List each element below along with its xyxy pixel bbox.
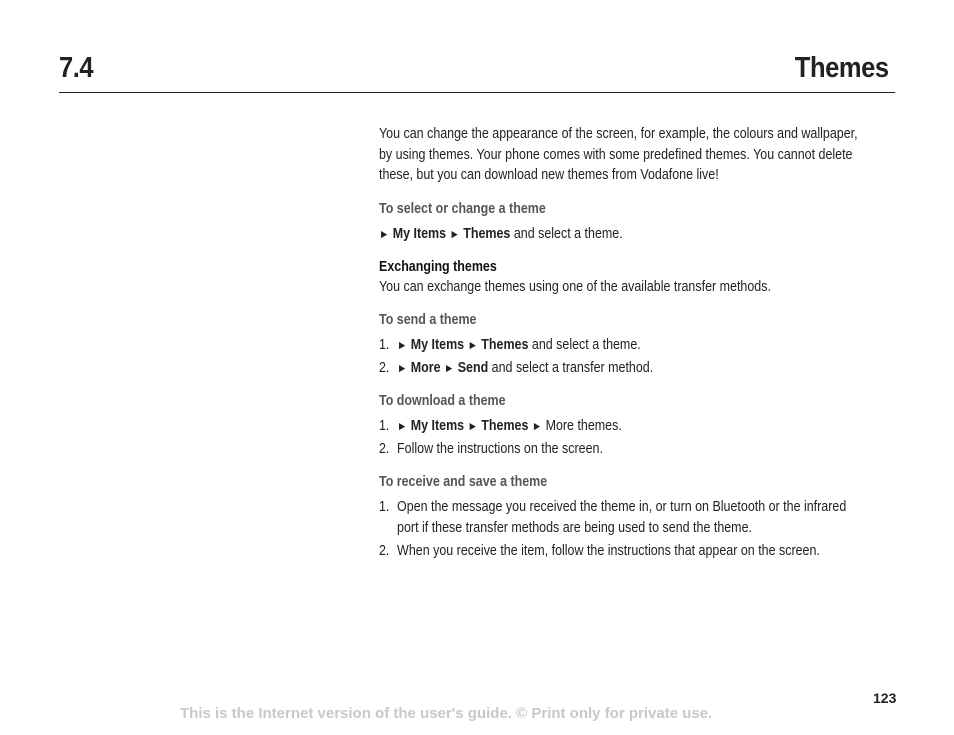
select-theme-rest: and select a theme. xyxy=(510,226,623,242)
arrow-right-icon: ► xyxy=(379,227,390,241)
intro-line-1: You can change the appearance of the screen, for example, the colours and wallpaper, xyxy=(379,126,858,142)
arrow-right-icon: ► xyxy=(397,361,408,375)
content-body xyxy=(379,124,861,561)
step-number: 1. xyxy=(379,337,390,353)
main-content xyxy=(379,124,939,573)
step-number: 1. xyxy=(379,418,390,434)
step-number: 2. xyxy=(379,441,390,457)
list-item xyxy=(379,358,861,379)
exchanging-themes-body: You can exchange themes using one of the available transfer methods. xyxy=(379,279,771,295)
arrow-right-icon: ► xyxy=(467,338,478,352)
arrow-right-icon: ► xyxy=(397,419,408,433)
list-item xyxy=(379,439,861,460)
step-number: 1. xyxy=(379,499,390,515)
select-theme-heading: To select or change a theme xyxy=(379,200,546,217)
menu-more: More xyxy=(410,360,441,376)
list-item xyxy=(379,497,861,538)
step-text-line-1: Open the message you received the theme in, or turn on Bluetooth or the infrared xyxy=(397,499,847,515)
step-text: and select a theme. xyxy=(528,337,641,353)
page-number: 123 xyxy=(873,690,897,706)
intro-paragraph xyxy=(379,124,861,186)
menu-my-items: My Items xyxy=(392,226,447,242)
send-theme-heading: To send a theme xyxy=(379,311,477,328)
menu-themes: Themes xyxy=(481,337,529,353)
step-text: More themes. xyxy=(545,418,622,434)
step-text: and select a transfer method. xyxy=(488,360,654,376)
list-item xyxy=(379,541,861,562)
step-text: Follow the instructions on the screen. xyxy=(397,441,603,457)
list-item xyxy=(379,416,861,437)
send-theme-steps xyxy=(379,335,861,379)
section-header xyxy=(59,50,895,93)
download-theme-heading: To download a theme xyxy=(379,392,506,409)
intro-line-3: these, but you can download new themes from Vodafone live! xyxy=(379,167,719,183)
step-text-line-2: port if these transfer methods are being used to send the theme. xyxy=(397,519,752,536)
arrow-right-icon: ► xyxy=(531,419,543,433)
section-title: Themes xyxy=(795,52,889,84)
menu-send: Send xyxy=(457,360,489,376)
arrow-right-icon: ► xyxy=(444,361,455,375)
step-text: When you receive the item, follow the instructions that appear on the screen. xyxy=(397,542,820,559)
step-number: 2. xyxy=(379,542,390,559)
menu-my-items: My Items xyxy=(410,337,465,353)
arrow-right-icon: ► xyxy=(397,338,408,352)
select-theme-path xyxy=(379,224,861,245)
menu-themes: Themes xyxy=(463,226,511,242)
arrow-right-icon: ► xyxy=(467,419,478,433)
step-number: 2. xyxy=(379,360,390,376)
receive-theme-steps xyxy=(379,497,861,561)
menu-themes: Themes xyxy=(481,418,529,434)
section-number: 7.4 xyxy=(59,52,94,84)
intro-line-2: by using themes. Your phone comes with some predefined themes. You cannot delete xyxy=(379,146,853,163)
footer-notice: This is the Internet version of the user's guide. © Print only for private use. xyxy=(180,705,713,722)
list-item xyxy=(379,335,861,356)
receive-theme-heading: To receive and save a theme xyxy=(379,473,548,490)
download-theme-steps xyxy=(379,416,861,460)
menu-my-items: My Items xyxy=(410,418,465,434)
exchanging-themes-heading: Exchanging themes xyxy=(379,258,497,275)
arrow-right-icon: ► xyxy=(449,227,460,241)
